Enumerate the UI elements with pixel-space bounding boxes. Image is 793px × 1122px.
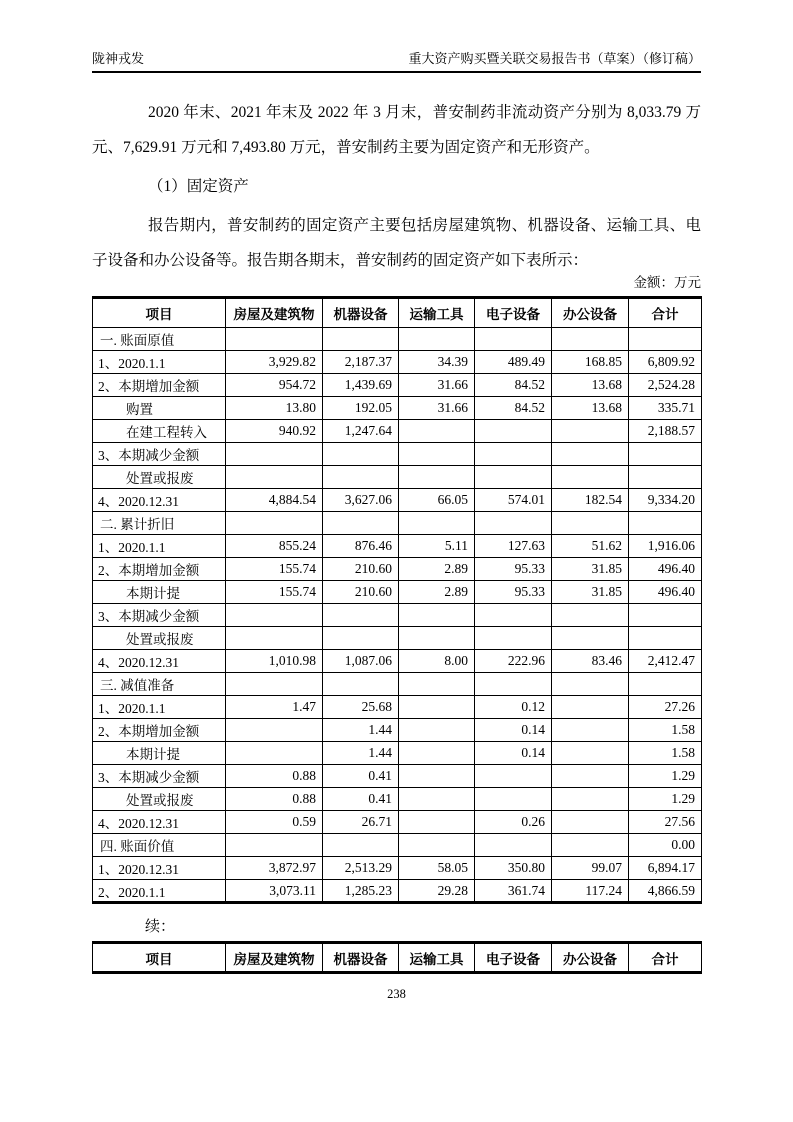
cell-value: 26.71 — [323, 811, 399, 834]
cell-value: 4,866.59 — [629, 880, 702, 903]
cell-value: 182.54 — [552, 489, 629, 512]
cell-value — [399, 443, 475, 466]
row-label: 处置或报废 — [93, 466, 226, 489]
cell-value — [552, 788, 629, 811]
cell-value: 1,439.69 — [323, 374, 399, 397]
cell-value: 95.33 — [475, 558, 552, 581]
cell-value — [552, 466, 629, 489]
cell-value — [399, 834, 475, 857]
table-row — [93, 650, 702, 673]
row-label: 购置 — [93, 397, 226, 420]
cell-value: 496.40 — [629, 558, 702, 581]
cell-value — [475, 420, 552, 443]
cell-value: 8.00 — [399, 650, 475, 673]
cell-value: 0.88 — [226, 765, 323, 788]
cell-value: 29.28 — [399, 880, 475, 903]
cell-value: 1,010.98 — [226, 650, 323, 673]
cell-value: 222.96 — [475, 650, 552, 673]
table-row — [93, 788, 702, 811]
table-header-row — [93, 298, 702, 328]
cell-value: 3,872.97 — [226, 857, 323, 880]
cell-value: 1.58 — [629, 742, 702, 765]
cell-value — [399, 696, 475, 719]
cell-value — [399, 811, 475, 834]
cell-value: 4,884.54 — [226, 489, 323, 512]
column-header: 房屋及建筑物 — [226, 298, 323, 328]
table-row — [93, 765, 702, 788]
cell-value: 168.85 — [552, 351, 629, 374]
row-label: 4、2020.12.31 — [93, 650, 226, 673]
cell-value: 1,285.23 — [323, 880, 399, 903]
cell-value: 574.01 — [475, 489, 552, 512]
cell-value — [399, 765, 475, 788]
table-row — [93, 627, 702, 650]
page-header — [92, 50, 701, 73]
column-header: 运输工具 — [399, 298, 475, 328]
column-header: 机器设备 — [323, 943, 399, 973]
cell-value: 117.24 — [552, 880, 629, 903]
header-document-title: 重大资产购买暨关联交易报告书（草案）（修订稿） — [408, 51, 701, 66]
row-label: 2、2020.1.1 — [93, 880, 226, 903]
cell-value: 31.66 — [399, 374, 475, 397]
row-label: 3、本期减少金额 — [93, 765, 226, 788]
cell-value — [226, 834, 323, 857]
row-label: 2、本期增加金额 — [93, 374, 226, 397]
cell-value — [399, 742, 475, 765]
continued-label: 续： — [145, 919, 176, 935]
cell-value — [226, 328, 323, 351]
cell-value: 940.92 — [226, 420, 323, 443]
cell-value — [552, 742, 629, 765]
row-label: 1、2020.1.1 — [93, 535, 226, 558]
cell-value — [226, 627, 323, 650]
cell-value: 51.62 — [552, 535, 629, 558]
cell-value — [552, 420, 629, 443]
cell-value — [552, 811, 629, 834]
cell-value — [226, 742, 323, 765]
cell-value — [552, 673, 629, 696]
column-header: 运输工具 — [399, 943, 475, 973]
cell-value — [475, 604, 552, 627]
cell-value — [475, 673, 552, 696]
cell-value — [399, 673, 475, 696]
row-label: 4、2020.12.31 — [93, 489, 226, 512]
row-label: 四. 账面价值 — [93, 834, 226, 857]
row-label: 处置或报废 — [93, 788, 226, 811]
heading-fixed-assets: （1）固定资产 — [148, 178, 249, 195]
cell-value: 954.72 — [226, 374, 323, 397]
row-label: 本期计提 — [93, 581, 226, 604]
row-label: 一. 账面原值 — [93, 328, 226, 351]
column-header: 房屋及建筑物 — [226, 943, 323, 973]
cell-value: 855.24 — [226, 535, 323, 558]
cell-value: 1.29 — [629, 765, 702, 788]
cell-value — [323, 627, 399, 650]
cell-value: 3,929.82 — [226, 351, 323, 374]
cell-value: 1,916.06 — [629, 535, 702, 558]
table-row — [93, 535, 702, 558]
cell-value: 876.46 — [323, 535, 399, 558]
cell-value — [629, 443, 702, 466]
cell-value — [552, 443, 629, 466]
cell-value: 350.80 — [475, 857, 552, 880]
cell-value: 1.44 — [323, 719, 399, 742]
cell-value — [629, 627, 702, 650]
cell-value: 2,412.47 — [629, 650, 702, 673]
cell-value: 1,247.64 — [323, 420, 399, 443]
cell-value — [552, 604, 629, 627]
cell-value: 0.12 — [475, 696, 552, 719]
fixed-assets-table — [92, 296, 702, 904]
cell-value — [552, 834, 629, 857]
table-row — [93, 857, 702, 880]
row-label: 三. 减值准备 — [93, 673, 226, 696]
unit-note: 金额：万元 — [633, 275, 701, 290]
cell-value — [226, 466, 323, 489]
cell-value — [552, 512, 629, 535]
cell-value: 31.85 — [552, 558, 629, 581]
cell-value: 83.46 — [552, 650, 629, 673]
column-header: 机器设备 — [323, 298, 399, 328]
cell-value — [226, 512, 323, 535]
fixed-assets-table-continued — [92, 941, 702, 974]
cell-value — [552, 696, 629, 719]
column-header: 办公设备 — [552, 298, 629, 328]
table-row — [93, 374, 702, 397]
cell-value — [323, 512, 399, 535]
cell-value — [399, 420, 475, 443]
cell-value — [629, 512, 702, 535]
cell-value: 2,524.28 — [629, 374, 702, 397]
cell-value: 66.05 — [399, 489, 475, 512]
cell-value: 0.14 — [475, 742, 552, 765]
cell-value — [475, 443, 552, 466]
cell-value: 0.88 — [226, 788, 323, 811]
cell-value: 0.14 — [475, 719, 552, 742]
cell-value — [552, 719, 629, 742]
cell-value — [226, 673, 323, 696]
cell-value — [399, 604, 475, 627]
cell-value — [475, 765, 552, 788]
cell-value — [399, 512, 475, 535]
cell-value: 34.39 — [399, 351, 475, 374]
cell-value — [399, 328, 475, 351]
table-header-row — [93, 943, 702, 973]
cell-value: 58.05 — [399, 857, 475, 880]
cell-value: 25.68 — [323, 696, 399, 719]
table-row — [93, 834, 702, 857]
cell-value: 210.60 — [323, 558, 399, 581]
cell-value: 335.71 — [629, 397, 702, 420]
table-row — [93, 466, 702, 489]
cell-value: 6,809.92 — [629, 351, 702, 374]
cell-value — [399, 466, 475, 489]
row-label: 3、本期减少金额 — [93, 604, 226, 627]
row-label: 在建工程转入 — [93, 420, 226, 443]
cell-value: 95.33 — [475, 581, 552, 604]
cell-value — [323, 443, 399, 466]
cell-value: 2,187.37 — [323, 351, 399, 374]
cell-value: 0.41 — [323, 788, 399, 811]
cell-value — [552, 328, 629, 351]
cell-value: 155.74 — [226, 558, 323, 581]
cell-value — [226, 719, 323, 742]
cell-value: 0.26 — [475, 811, 552, 834]
table-row — [93, 512, 702, 535]
row-label: 1、2020.12.31 — [93, 857, 226, 880]
table-row — [93, 489, 702, 512]
cell-value: 1,087.06 — [323, 650, 399, 673]
cell-value — [475, 834, 552, 857]
cell-value: 2,513.29 — [323, 857, 399, 880]
cell-value: 192.05 — [323, 397, 399, 420]
table-row — [93, 443, 702, 466]
page-number: 238 — [387, 987, 406, 1001]
column-header: 办公设备 — [552, 943, 629, 973]
cell-value — [629, 328, 702, 351]
cell-value: 1.29 — [629, 788, 702, 811]
cell-value — [629, 673, 702, 696]
cell-value: 0.41 — [323, 765, 399, 788]
table-row — [93, 811, 702, 834]
paragraph-noncurrent-assets: 2020 年末、2021 年末及 2022 年 3 月末，普安制药非流动资产分别为 8,033.79 万元、7,629.91 万元和 7,493.80 万元，普安制药主要为固定资产和无形资产。 — [92, 104, 701, 156]
cell-value: 2.89 — [399, 558, 475, 581]
cell-value — [226, 604, 323, 627]
cell-value: 13.68 — [552, 374, 629, 397]
cell-value — [399, 788, 475, 811]
row-label: 1、2020.1.1 — [93, 696, 226, 719]
cell-value: 210.60 — [323, 581, 399, 604]
table-row — [93, 719, 702, 742]
cell-value: 13.80 — [226, 397, 323, 420]
table-row — [93, 420, 702, 443]
cell-value: 127.63 — [475, 535, 552, 558]
table-row — [93, 880, 702, 903]
table-row — [93, 673, 702, 696]
row-label: 3、本期减少金额 — [93, 443, 226, 466]
table-row — [93, 397, 702, 420]
cell-value: 84.52 — [475, 397, 552, 420]
cell-value: 2,188.57 — [629, 420, 702, 443]
cell-value — [399, 719, 475, 742]
table-row — [93, 604, 702, 627]
column-header: 项目 — [93, 943, 226, 973]
cell-value: 489.49 — [475, 351, 552, 374]
cell-value — [475, 328, 552, 351]
row-label: 2、本期增加金额 — [93, 719, 226, 742]
cell-value: 1.47 — [226, 696, 323, 719]
row-label: 1、2020.1.1 — [93, 351, 226, 374]
cell-value — [552, 627, 629, 650]
cell-value: 13.68 — [552, 397, 629, 420]
cell-value: 27.56 — [629, 811, 702, 834]
cell-value — [475, 466, 552, 489]
cell-value: 6,894.17 — [629, 857, 702, 880]
cell-value: 1.58 — [629, 719, 702, 742]
cell-value: 5.11 — [399, 535, 475, 558]
row-label: 二. 累计折旧 — [93, 512, 226, 535]
cell-value: 496.40 — [629, 581, 702, 604]
cell-value: 2.89 — [399, 581, 475, 604]
cell-value: 1.44 — [323, 742, 399, 765]
cell-value — [629, 466, 702, 489]
cell-value: 0.00 — [629, 834, 702, 857]
row-label: 2、本期增加金额 — [93, 558, 226, 581]
cell-value — [629, 604, 702, 627]
cell-value — [323, 604, 399, 627]
cell-value — [226, 443, 323, 466]
table-row — [93, 558, 702, 581]
cell-value: 3,073.11 — [226, 880, 323, 903]
cell-value: 31.85 — [552, 581, 629, 604]
column-header: 电子设备 — [475, 298, 552, 328]
column-header: 电子设备 — [475, 943, 552, 973]
table-row — [93, 328, 702, 351]
cell-value: 84.52 — [475, 374, 552, 397]
table-row — [93, 742, 702, 765]
column-header: 合计 — [629, 298, 702, 328]
cell-value: 155.74 — [226, 581, 323, 604]
column-header: 项目 — [93, 298, 226, 328]
cell-value: 31.66 — [399, 397, 475, 420]
cell-value: 9,334.20 — [629, 489, 702, 512]
cell-value: 99.07 — [552, 857, 629, 880]
cell-value — [475, 512, 552, 535]
cell-value — [552, 765, 629, 788]
cell-value — [475, 627, 552, 650]
row-label: 4、2020.12.31 — [93, 811, 226, 834]
cell-value: 3,627.06 — [323, 489, 399, 512]
table-row — [93, 581, 702, 604]
cell-value — [323, 834, 399, 857]
cell-value: 0.59 — [226, 811, 323, 834]
paragraph-fixed-assets-description: 报告期内，普安制药的固定资产主要包括房屋建筑物、机器设备、运输工具、电子设备和办公设备等。报告期各期末，普安制药的固定资产如下表所示： — [92, 217, 701, 269]
column-header: 合计 — [629, 943, 702, 973]
table-row — [93, 351, 702, 374]
row-label: 本期计提 — [93, 742, 226, 765]
cell-value — [323, 673, 399, 696]
cell-value: 361.74 — [475, 880, 552, 903]
header-company-name: 陇神戎发 — [92, 51, 145, 66]
cell-value: 27.26 — [629, 696, 702, 719]
cell-value — [323, 328, 399, 351]
table-row — [93, 696, 702, 719]
cell-value — [323, 466, 399, 489]
cell-value — [475, 788, 552, 811]
row-label: 处置或报废 — [93, 627, 226, 650]
cell-value — [399, 627, 475, 650]
